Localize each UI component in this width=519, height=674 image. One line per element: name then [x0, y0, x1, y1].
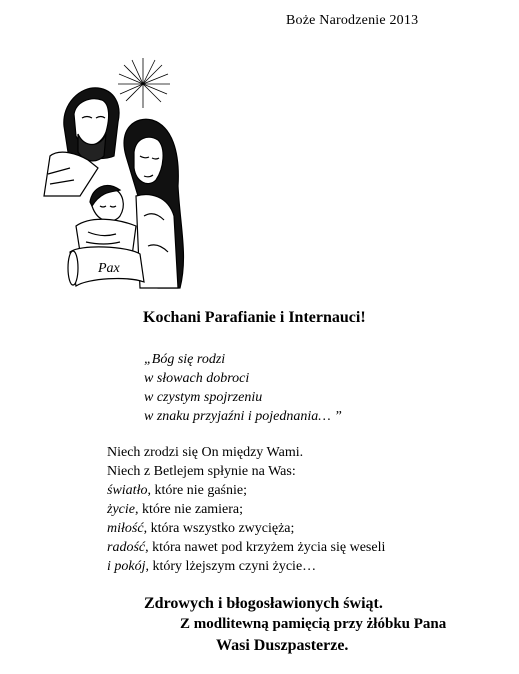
- wish-item-word: radość: [107, 540, 146, 555]
- wish-item-rest: , które nie zamiera;: [134, 502, 244, 517]
- body-line: Niech zrodzi się On między Wami.: [107, 445, 304, 460]
- wish-item-word: życie: [107, 502, 135, 517]
- poem-quote: [144, 350, 342, 426]
- wish-item-word: światło: [107, 483, 148, 498]
- greeting-heading: Kochani Parafianie i Internauci!: [143, 309, 366, 326]
- joseph-figure: [44, 88, 119, 196]
- closing-wish: Zdrowych i błogosławionych świąt.: [144, 595, 383, 612]
- poem-line: „Bóg się rodzi: [144, 352, 226, 367]
- closing-prayer: Z modlitewną pamięcią przy żłóbku Pana: [180, 616, 447, 632]
- wish-item: [107, 500, 385, 519]
- wish-item: [107, 481, 385, 500]
- pax-scroll-text: Pax: [98, 261, 120, 276]
- signature: Wasi Duszpasterze.: [216, 637, 349, 654]
- holy-family-illustration: [40, 56, 200, 292]
- poem-line: w słowach dobroci: [144, 371, 250, 386]
- wish-item-word: miłość: [107, 521, 144, 536]
- wish-item: [107, 557, 385, 576]
- poem-line: w czystym spojrzeniu: [144, 390, 263, 405]
- wish-item-rest: , który lżejszym czyni życie…: [145, 559, 317, 574]
- wish-item: [107, 538, 385, 557]
- wish-item: [107, 519, 385, 538]
- star-icon: [118, 58, 170, 108]
- wish-item-rest: , która nawet pod krzyżem życia się weseli: [145, 540, 386, 555]
- wish-item-word: i pokój: [107, 559, 146, 574]
- page-date-title: Boże Narodzenie 2013: [286, 13, 419, 28]
- poem-line: w znaku przyjaźni i pojednania… ”: [144, 409, 342, 424]
- child-figure: [76, 186, 136, 256]
- wish-item-rest: , które nie gaśnie;: [147, 483, 247, 498]
- pax-scroll: [68, 247, 144, 286]
- body-line: Niech z Betlejem spłynie na Was:: [107, 464, 296, 479]
- wishes-body: [107, 443, 385, 576]
- wish-item-rest: , która wszystko zwycięża;: [143, 521, 295, 536]
